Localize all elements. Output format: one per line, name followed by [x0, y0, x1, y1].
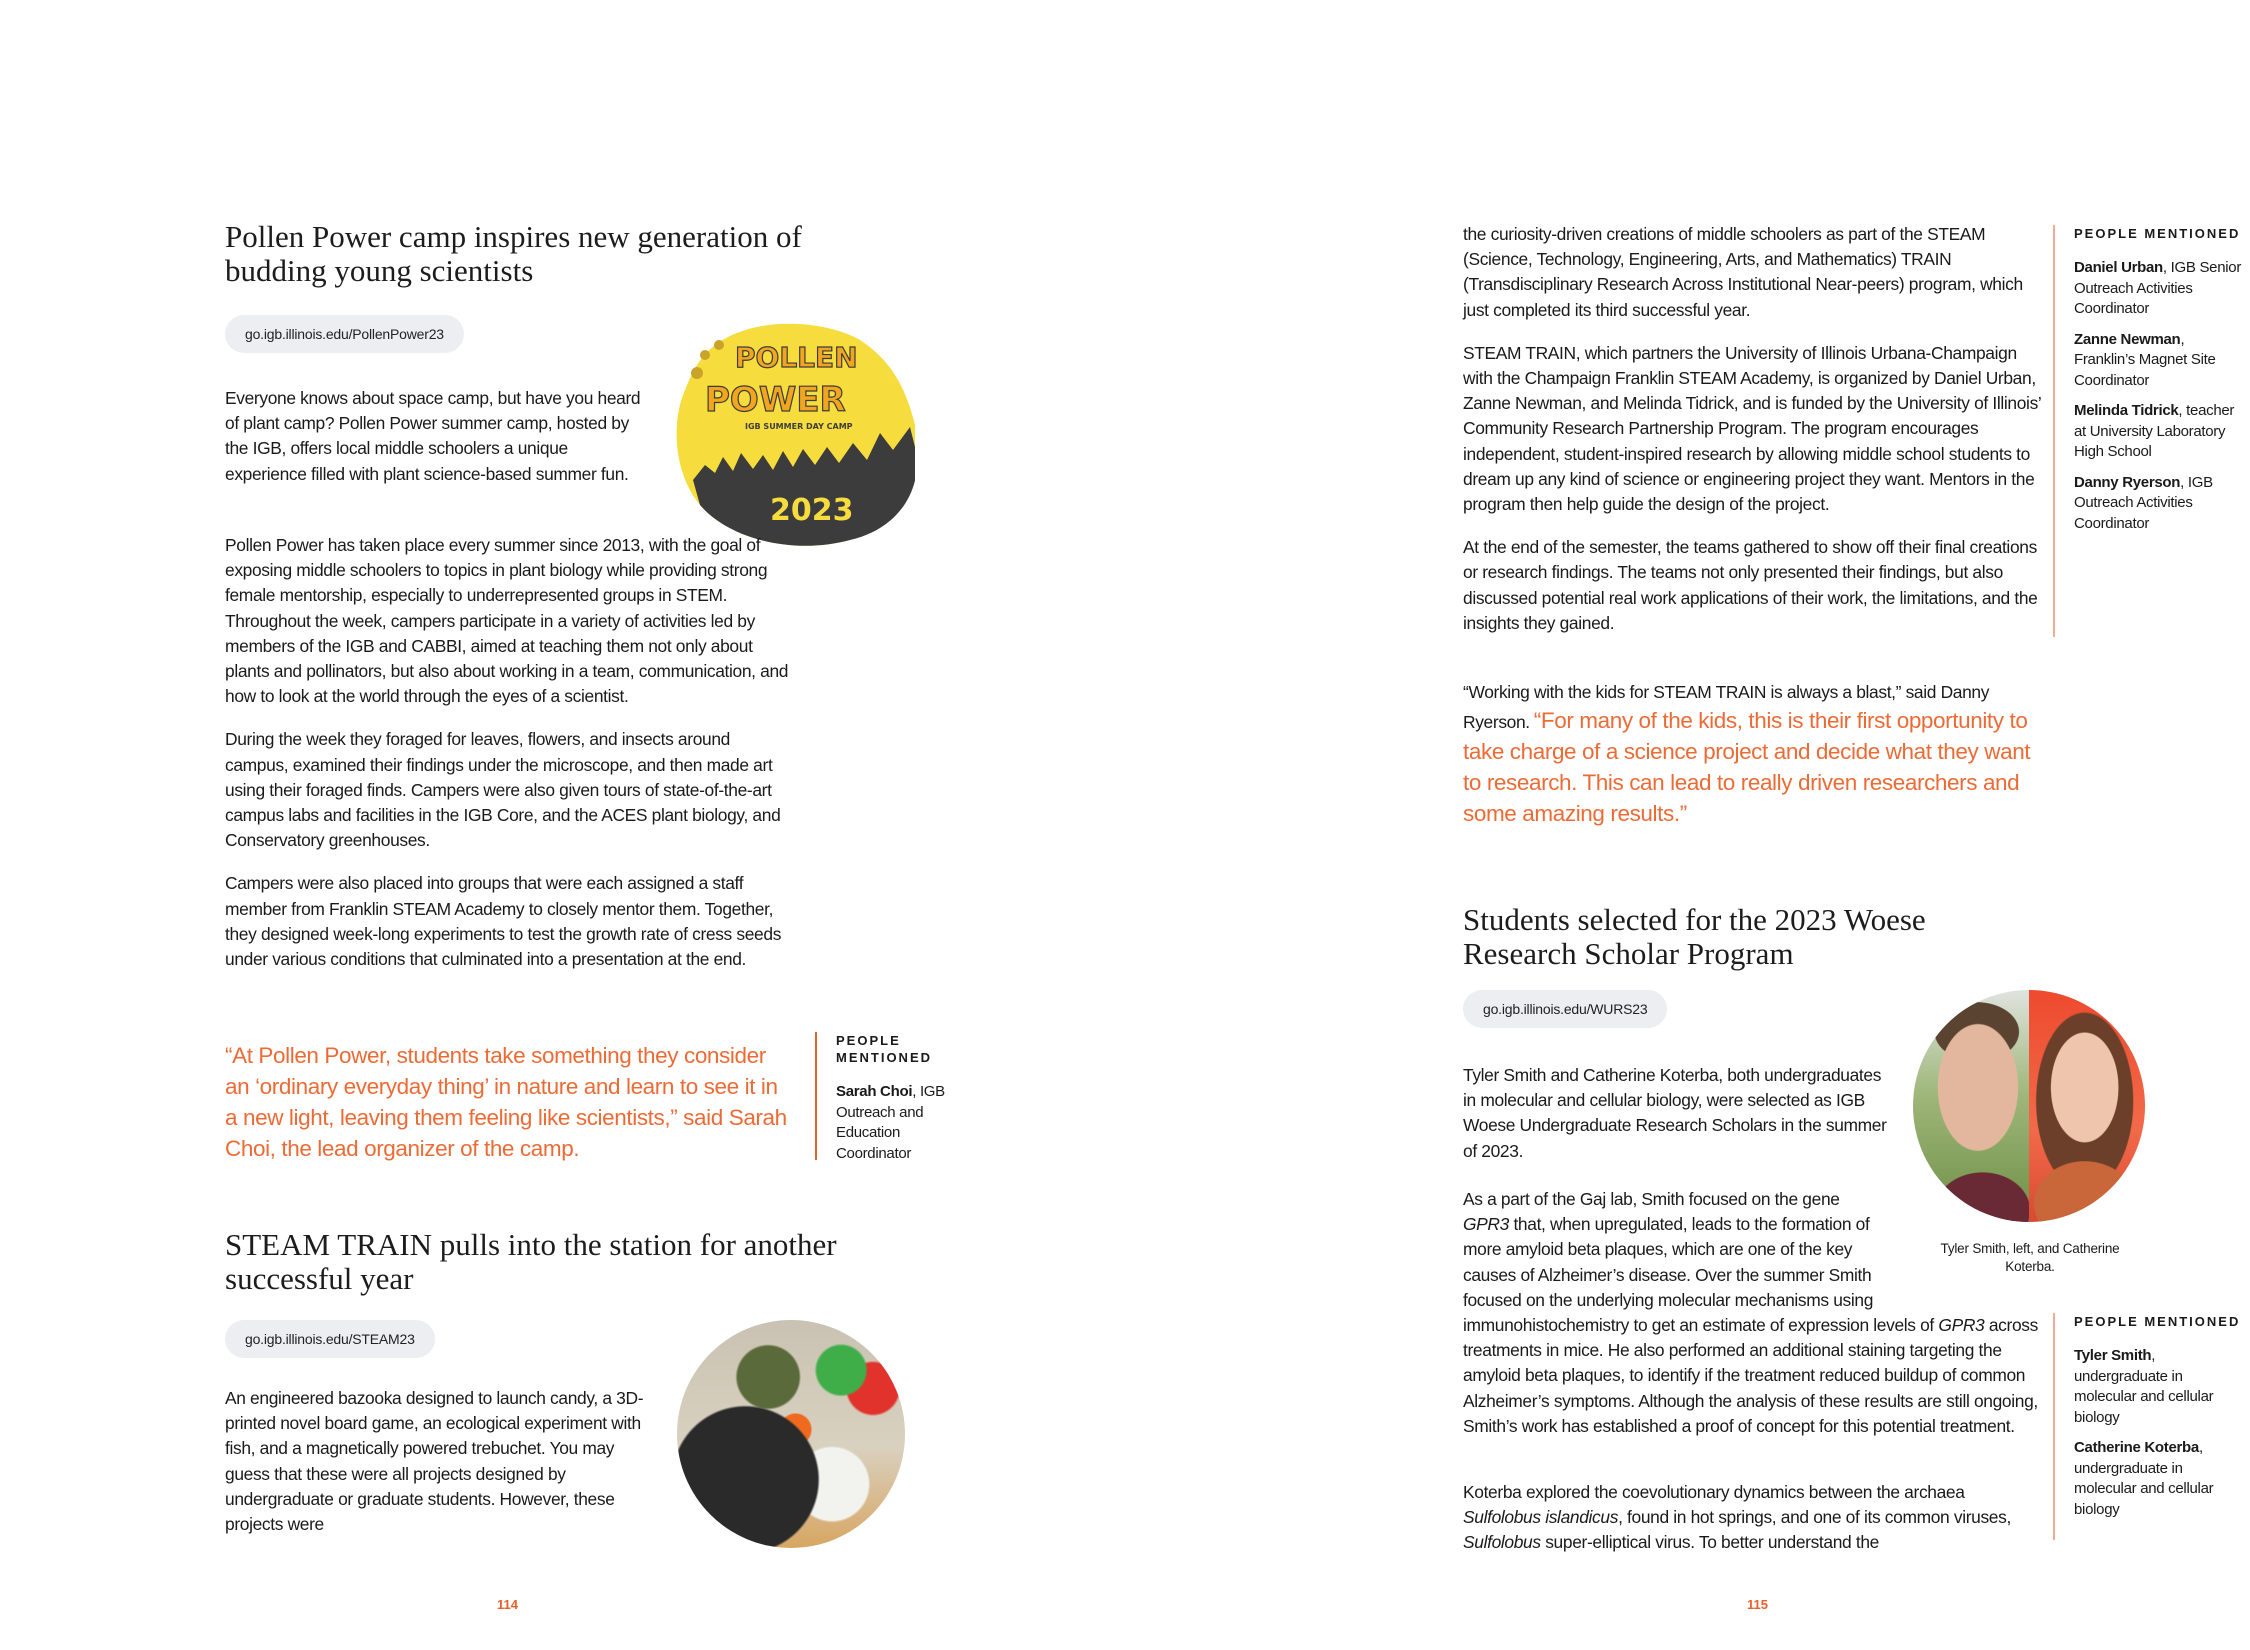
article-title-steam-train: STEAM TRAIN pulls into the station for another successful year: [225, 1227, 837, 1296]
person-role: Franklin’s Magnet Site Coordinator: [2074, 351, 2216, 389]
person-entry: Sarah Choi, IGB Outreach and Education Coordinator: [836, 1083, 945, 1162]
person-role: teacher at University Laboratory High School: [2074, 402, 2235, 460]
gene-name: GPR3: [1463, 1214, 1509, 1235]
pollen-power-logo-graphic: [675, 315, 915, 547]
logo-year: 2023: [770, 493, 854, 528]
quote-intro: “Working with the kids for STEAM TRAIN is always a blast,” said Danny Ryerson.: [1463, 682, 1990, 733]
person-name: Catherine Koterba: [2074, 1439, 2199, 1456]
gene-name: GPR3: [1938, 1315, 1985, 1336]
paragraph: the curiosity-driven creations of middle schoolers as part of the STEAM (Science, Technology, Engineering, Arts, and Mathematics) TRAIN (Transdisciplinary Research Across Institutional Near-peers) program, which just completed its third successful year.: [1463, 224, 2023, 320]
paragraph: Everyone knows about space camp, but have you heard of plant camp? Pollen Power summer camp, hosted by the IGB, offers local middle schoolers a unique experience filled with plant science-based summer fun.: [225, 388, 641, 484]
person-entry: Zanne Newman, Franklin’s Magnet Site Coordinator: [2074, 330, 2216, 389]
text-segment: super-elliptical virus. To better understand the: [1545, 1532, 1879, 1553]
photo-catherine-koterba: [2029, 990, 2145, 1222]
steam-continued-body: [1463, 222, 2043, 654]
paragraph: STEAM TRAIN, which partners the University of Illinois Urbana-Champaign with the Champaign Franklin STEAM Academy, is organized by Daniel Urban, Zanne Newman, and Melinda Tidrick, and is funded by the University of Illinois’ Community Research Partnership Program. The program encourages independent, student-inspired research by allowing middle school students to dream up any kind of science or engineering project they want. Mentors in the program then help guide the design of the project.: [1463, 342, 2041, 515]
pull-quote-sarah-choi: “At Pollen Power, students take something they consider an ‘ordinary everyday thing’ in nature and learn to see it in a new light, leaving them feeling like scientists,” said Sarah Choi, the lead organizer of the camp.: [225, 1043, 787, 1161]
photo-caption: Tyler Smith, left, and Catherine Koterba.: [1940, 1241, 2120, 1274]
person-role: undergraduate in molecular and cellular biology: [2074, 1459, 2214, 1518]
logo-text-pollen: POLLEN: [735, 341, 858, 374]
people-mentioned-steam: [2053, 225, 2244, 637]
link-pill-pollenpower[interactable]: go.igb.illinois.edu/PollenPower23: [225, 315, 464, 353]
person-entry: Daniel Urban, IGB Senior Outreach Activities Coordinator: [2074, 259, 2242, 317]
people-mentioned-title: PEOPLE MENTIONED: [2074, 226, 2241, 241]
species-name: Sulfolobus islandicus: [1463, 1507, 1619, 1528]
pollen-power-logo: [675, 315, 915, 547]
pollen-para-1: [225, 386, 645, 505]
caption-clearance: [1888, 1187, 2038, 1292]
paragraph: During the week they foraged for leaves, flowers, and insects around campus, examined their findings under the microscope, and then made art using their foraged finds. Campers were also given tours of state-of-the-art campus labs and facilities in the IGB Core, and the ACES plant biology, and Conservatory greenhouses.: [225, 729, 781, 851]
logo-subtitle: IGB SUMMER DAY CAMP: [745, 422, 853, 431]
people-mentioned-title: PEOPLE MENTIONED: [836, 1033, 932, 1065]
person-role: undergraduate in molecular and cellular biology: [2074, 1367, 2214, 1426]
people-mentioned-woese: [2053, 1313, 2244, 1540]
link-pill-steam[interactable]: go.igb.illinois.edu/STEAM23: [225, 1320, 435, 1358]
steam-quote-block: [1463, 680, 2043, 829]
person-role: IGB Outreach and Education Coordinator: [836, 1083, 945, 1162]
woese-para-1: Tyler Smith and Catherine Koterba, both undergraduates in molecular and cellular biology, were selected as IGB Woese Undergraduate Research Scholars in the summer of 2023.: [1463, 1065, 1887, 1161]
people-mentioned-title: PEOPLE MENTIONED: [2074, 1314, 2241, 1329]
woese-para-2: [1463, 1187, 2038, 1439]
text-segment: Koterba explored the coevolutionary dynamics between the archaea: [1463, 1482, 1965, 1502]
person-role: IGB Outreach Activities Coordinator: [2074, 473, 2213, 532]
text-segment: that, when upregulated, leads to the formation of more amyloid beta plaques, which are one of the key causes of Alzheimer’s disease. Over the summer Smith focused on the underlying molecular mechanisms using immunohistochemistry to get an estimate of expression levels of: [1463, 1214, 1934, 1336]
person-role: IGB Senior Outreach Activities Coordinator: [2074, 259, 2242, 317]
text-segment: As a part of the Gaj lab, Smith focused on the gene: [1463, 1189, 1840, 1209]
people-mentioned-pollen: [815, 1032, 976, 1160]
page-number-right: 115: [1747, 1597, 1768, 1612]
steam-para-1: An engineered bazooka designed to launch candy, a 3D-printed novel board game, an ecological experiment with fish, and a magnetically powered trebuchet. You may guess that these were all projects designed by undergraduate or graduate students. However, these projects were: [225, 1388, 644, 1535]
person-entry: Danny Ryerson, IGB Outreach Activities Coordinator: [2074, 473, 2213, 532]
person-entry: Melinda Tidrick, teacher at University Laboratory High School: [2074, 402, 2235, 460]
link-pill-wurs[interactable]: go.igb.illinois.edu/WURS23: [1463, 990, 1667, 1028]
pollen-body: [225, 533, 795, 990]
article-title-woese: Students selected for the 2023 Woese Research Scholar Program: [1463, 902, 1926, 971]
paragraph: At the end of the semester, the teams gathered to show off their final creations or research findings. The teams not only presented their findings, but also discussed potential real work applications of their work, the limitations, and the insights they gained.: [1463, 537, 2038, 633]
person-name: Melinda Tidrick: [2074, 402, 2179, 419]
paragraph: Pollen Power has taken place every summer since 2013, with the goal of exposing middle schoolers to topics in plant biology while providing strong female mentorship, especially to underrepresented groups in STEM. Throughout the week, campers participate in a variety of activities led by members of the IGB and CABBI, aimed at teaching them not only about plants and pollinators, but also about working in a team, communication, and how to look at the world through the eyes of a scientist.: [225, 535, 789, 707]
text-segment: across treatments in mice. He also performed an additional staining targeting the amyloid beta plaques, to identify if the treatment reduced buildup of common Alzheimer’s symptoms. Although the analysis of these results are still ongoing, Smith’s work has established a proof of concept for this potential treatment.: [1463, 1315, 2038, 1436]
person-entry: Tyler Smith, undergraduate in molecular and cellular biology: [2074, 1347, 2214, 1426]
person-name: Tyler Smith: [2074, 1347, 2152, 1364]
article-title-pollen-power: Pollen Power camp inspires new generation of budding young scientists: [225, 219, 802, 288]
person-name: Danny Ryerson: [2074, 473, 2181, 491]
logo-text-power: POWER: [705, 380, 846, 420]
paragraph: Campers were also placed into groups that were each assigned a staff member from Franklin STEAM Academy to closely mentor them. Together, they designed week-long experiments to test the growth rate of cress seeds under various conditions that culminated into a presentation at the end.: [225, 873, 782, 970]
person-name: Zanne Newman: [2074, 330, 2181, 348]
person-name: Daniel Urban: [2074, 259, 2163, 276]
page-number-left: 114: [497, 1597, 518, 1612]
genus-name: Sulfolobus: [1463, 1532, 1541, 1553]
person-entry: Catherine Koterba, undergraduate in molecular and cellular biology: [2074, 1439, 2214, 1518]
person-name: Sarah Choi: [836, 1083, 913, 1100]
steam-train-photo: [677, 1320, 905, 1548]
woese-para-3: [1463, 1480, 2038, 1556]
pull-quote-danny-ryerson: “For many of the kids, this is their first opportunity to take charge of a science project and decide what they want to research. This can lead to really driven researchers and some amazing results.”: [1463, 708, 2031, 827]
text-segment: , found in hot springs, and one of its common viruses,: [1618, 1507, 2011, 1528]
